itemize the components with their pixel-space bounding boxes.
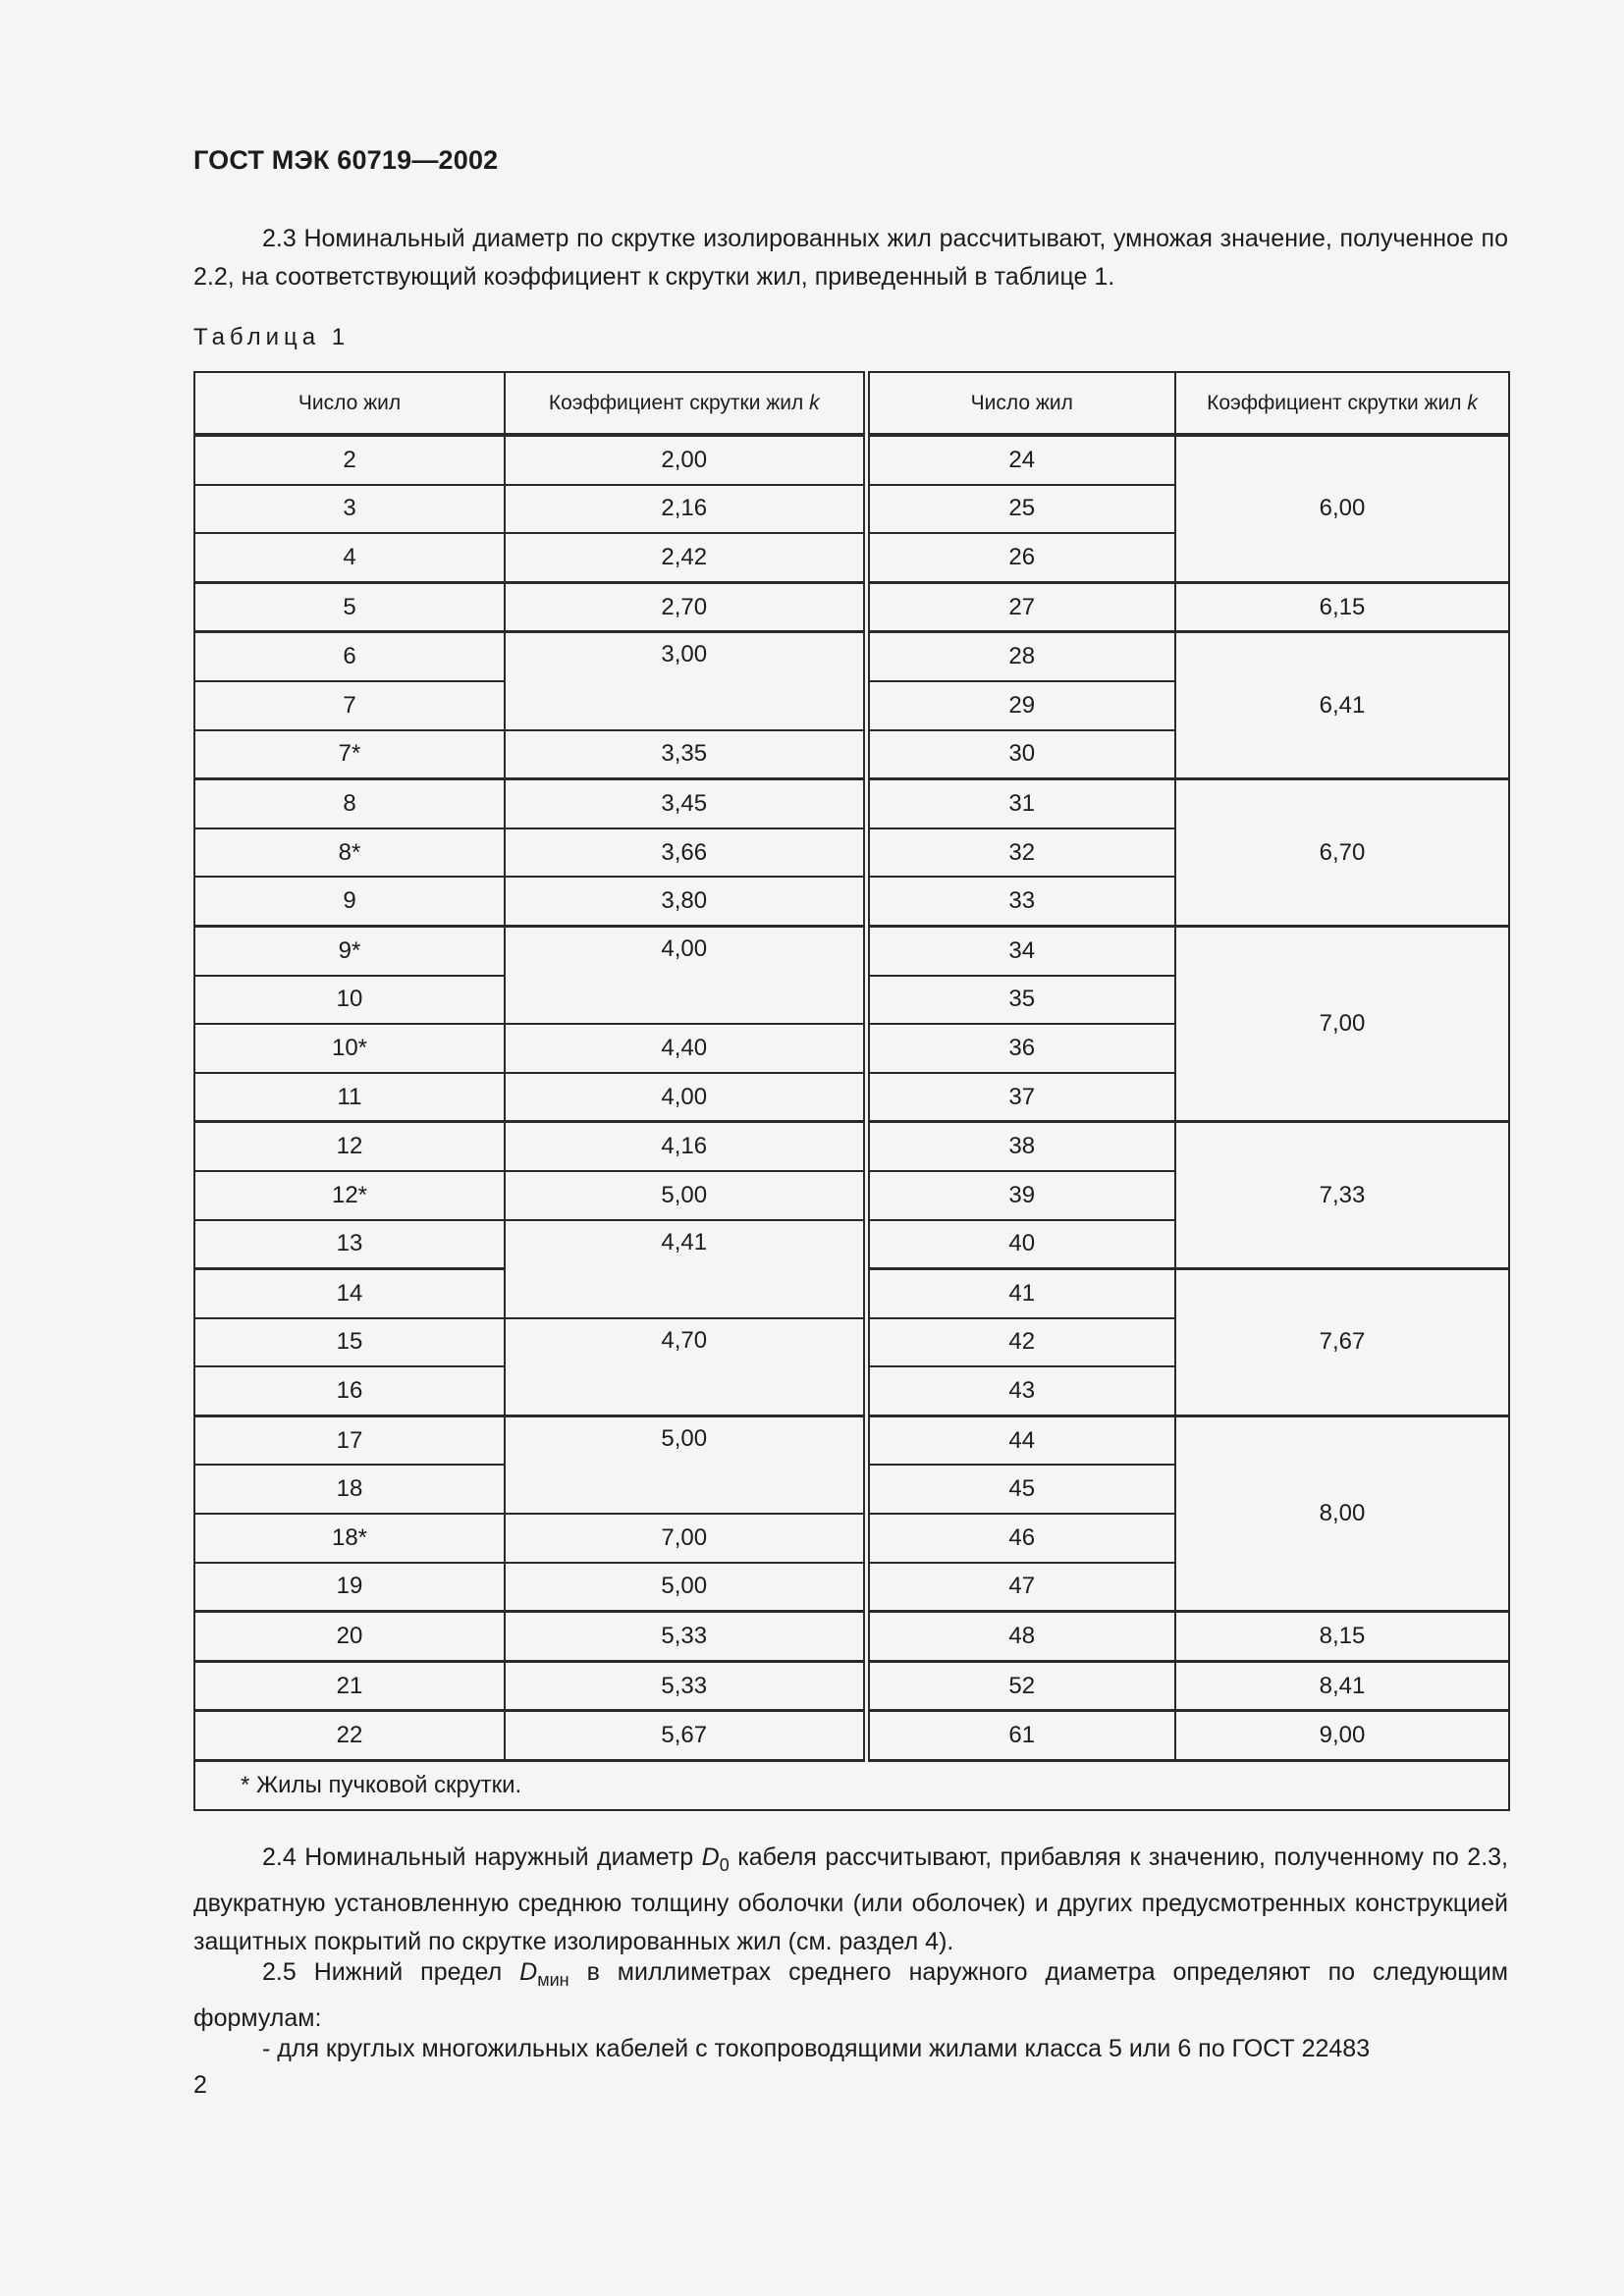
cell-k: 5,00 [505, 1171, 866, 1220]
cell-n-right: 45 [866, 1465, 1175, 1514]
cell-n-right: 47 [866, 1563, 1175, 1612]
cell-n-right: 52 [866, 1661, 1175, 1711]
table-row [194, 1612, 1509, 1662]
cell-n: 11 [194, 1073, 505, 1122]
cell-k: 5,00 [505, 1563, 866, 1612]
cell-k-right: 8,41 [1175, 1661, 1509, 1711]
cell-n: 9* [194, 926, 505, 975]
cell-n: 21 [194, 1661, 505, 1711]
cell-n: 4 [194, 533, 505, 582]
paragraph-text-after: кабеля рассчитывают, прибавляя к значению, полученному по 2.3, двукратную установленную среднюю толщину оболочки (или оболочек) и других предусмотренных конструкцией защитных покрытий по скрутке изолированных жил (см. раздел 4). [193, 1843, 1508, 1955]
cell-n-right: 37 [866, 1073, 1175, 1122]
cell-k: 4,00 [505, 1073, 866, 1122]
cell-k: 3,00 [505, 632, 866, 730]
cell-k: 7,00 [505, 1514, 866, 1563]
paragraph-text: Номинальный диаметр по скрутке изолированных жил рассчитывают, умножая значение, полученное по 2.2, на соответствующий коэффициент к скрутки жил, приведенный в таблице 1. [193, 225, 1508, 291]
document-header: ГОСТ МЭК 60719—2002 [193, 145, 499, 175]
table-row [194, 1122, 1509, 1171]
cell-n: 8* [194, 828, 505, 878]
cell-k: 3,66 [505, 828, 866, 878]
cell-n: 6 [194, 632, 505, 681]
paragraph-2-5-item [193, 2030, 1508, 2068]
cell-n-right: 38 [866, 1122, 1175, 1171]
cell-n: 18 [194, 1465, 505, 1514]
header-coefficient-text: Коэффициент скрутки жил [548, 391, 804, 414]
header-wire-count-2: Число жил [866, 372, 1175, 435]
paragraph-number: 2.4 [262, 1843, 297, 1871]
page-number: 2 [193, 2071, 207, 2099]
paragraph-text-before: Номинальный наружный диаметр [296, 1843, 702, 1871]
cell-n-right: 33 [866, 877, 1175, 926]
cell-n-right: 30 [866, 730, 1175, 779]
header-wire-count: Число жил [194, 372, 505, 435]
cell-n: 12* [194, 1171, 505, 1220]
cell-k-right: 6,41 [1175, 632, 1509, 779]
cell-n: 14 [194, 1269, 505, 1318]
k-symbol-2: k [1467, 391, 1478, 414]
cell-n-right: 61 [866, 1711, 1175, 1761]
variable-d: D [701, 1843, 720, 1871]
cell-n-right: 31 [866, 779, 1175, 828]
cell-k-right: 7,67 [1175, 1269, 1509, 1416]
cell-k: 5,33 [505, 1661, 866, 1711]
table-caption: Таблица 1 [193, 324, 351, 350]
k-symbol: k [809, 391, 820, 414]
table-row [194, 926, 1509, 975]
header-coefficient-text-2: Коэффициент скрутки жил [1207, 391, 1462, 414]
table-row [194, 582, 1509, 632]
cell-k: 4,00 [505, 926, 866, 1024]
header-coefficient [505, 372, 866, 435]
cell-k-right: 8,15 [1175, 1612, 1509, 1662]
cell-n: 13 [194, 1220, 505, 1269]
cell-n-right: 42 [866, 1318, 1175, 1367]
paragraph-2-4 [193, 1839, 1508, 1961]
cell-k: 3,35 [505, 730, 866, 779]
cell-k: 5,33 [505, 1612, 866, 1662]
cell-k: 4,70 [505, 1318, 866, 1416]
cell-n-right: 44 [866, 1415, 1175, 1465]
paragraph-text-after: в миллиметрах среднего наружного диаметра определяют по следующим формулам: [193, 1958, 1508, 2032]
table-row [194, 779, 1509, 828]
cell-k: 2,70 [505, 582, 866, 632]
cell-n-right: 36 [866, 1024, 1175, 1073]
cell-n: 9 [194, 877, 505, 926]
table-row [194, 632, 1509, 681]
cell-n-right: 29 [866, 681, 1175, 730]
cell-n: 22 [194, 1711, 505, 1761]
cell-n: 7* [194, 730, 505, 779]
table-row [194, 435, 1509, 485]
variable-subscript: 0 [719, 1855, 730, 1875]
cell-k: 3,80 [505, 877, 866, 926]
paragraph-number: 2.5 [262, 1958, 297, 1986]
table-footnote: * Жилы пучковой скрутки. [194, 1761, 1509, 1811]
cell-k-right: 9,00 [1175, 1711, 1509, 1761]
cell-n-right: 46 [866, 1514, 1175, 1563]
cell-k: 2,16 [505, 485, 866, 534]
cell-k-right: 6,15 [1175, 582, 1509, 632]
cell-n: 8 [194, 779, 505, 828]
table-header-row [194, 372, 1509, 435]
cell-n-right: 28 [866, 632, 1175, 681]
cell-k: 5,67 [505, 1711, 866, 1761]
cell-k-right: 7,00 [1175, 926, 1509, 1121]
cell-k-right: 6,00 [1175, 435, 1509, 582]
cell-n: 19 [194, 1563, 505, 1612]
cell-n: 7 [194, 681, 505, 730]
paragraph-number: 2.3 [262, 225, 297, 252]
cell-n: 5 [194, 582, 505, 632]
cell-k: 2,42 [505, 533, 866, 582]
paragraph-2-3 [193, 220, 1508, 296]
cell-n: 2 [194, 435, 505, 485]
coefficient-table [193, 371, 1510, 1811]
cell-n: 15 [194, 1318, 505, 1367]
cell-n-right: 35 [866, 976, 1175, 1025]
table-footnote-row [194, 1761, 1509, 1811]
cell-n-right: 41 [866, 1269, 1175, 1318]
variable-d: D [519, 1958, 538, 1986]
cell-n: 10 [194, 976, 505, 1025]
cell-k: 5,00 [505, 1415, 866, 1514]
cell-n-right: 39 [866, 1171, 1175, 1220]
table-row [194, 1661, 1509, 1711]
table-row [194, 1711, 1509, 1761]
cell-k: 3,45 [505, 779, 866, 828]
cell-n: 10* [194, 1024, 505, 1073]
paragraph-2-5 [193, 1953, 1508, 2038]
paragraph-text-before: Нижний предел [296, 1958, 520, 1986]
cell-n: 18* [194, 1514, 505, 1563]
cell-n: 12 [194, 1122, 505, 1171]
cell-n: 17 [194, 1415, 505, 1465]
cell-k: 4,41 [505, 1220, 866, 1318]
list-item-text: - для круглых многожильных кабелей с токопроводящими жилами класса 5 или 6 по ГОСТ 22483 [262, 2035, 1371, 2062]
cell-n: 3 [194, 485, 505, 534]
cell-k: 4,16 [505, 1122, 866, 1171]
cell-k: 2,00 [505, 435, 866, 485]
cell-k: 4,40 [505, 1024, 866, 1073]
cell-n-right: 27 [866, 582, 1175, 632]
cell-k-right: 8,00 [1175, 1415, 1509, 1611]
cell-n: 16 [194, 1366, 505, 1415]
cell-n-right: 25 [866, 485, 1175, 534]
cell-n-right: 24 [866, 435, 1175, 485]
cell-n-right: 34 [866, 926, 1175, 975]
cell-k-right: 7,33 [1175, 1122, 1509, 1269]
variable-subscript: мин [537, 1970, 569, 1990]
cell-n-right: 26 [866, 533, 1175, 582]
cell-n-right: 48 [866, 1612, 1175, 1662]
cell-k-right: 6,70 [1175, 779, 1509, 927]
cell-n: 20 [194, 1612, 505, 1662]
cell-n-right: 43 [866, 1366, 1175, 1415]
cell-n-right: 40 [866, 1220, 1175, 1269]
table-row [194, 1415, 1509, 1465]
cell-n-right: 32 [866, 828, 1175, 878]
header-coefficient-2 [1175, 372, 1509, 435]
